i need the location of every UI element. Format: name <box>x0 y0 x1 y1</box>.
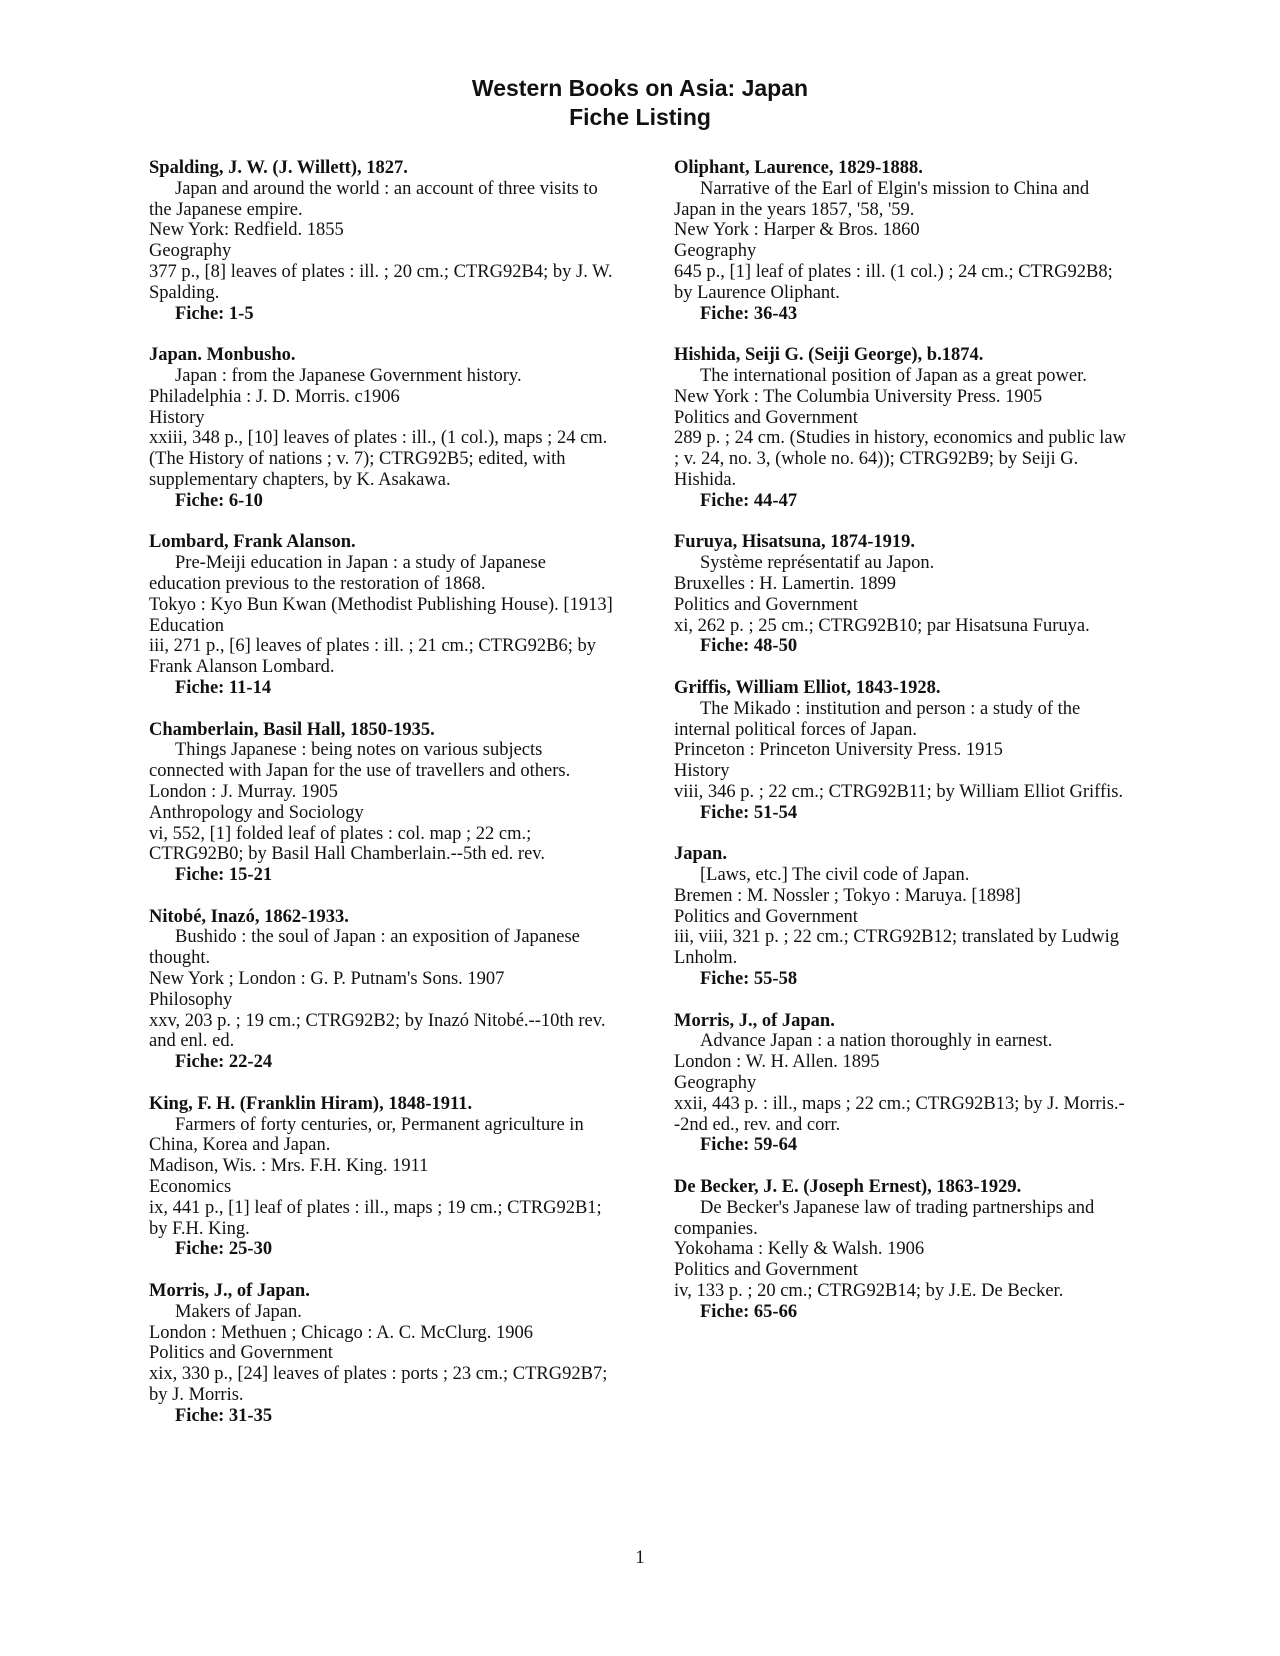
entry-description: xxiii, 348 p., [10] leaves of plates : ill., (1 col.), maps ; 24 cm. (The History of nations ; v. 7); CTRG92B5; edited, with supplementary chapters, by K. Asakawa. <box>149 428 608 490</box>
entry-heading: Furuya, Hisatsuna, 1874-1919. <box>674 532 916 553</box>
entry-subject: Education <box>149 615 225 636</box>
catalog-entry <box>149 1094 619 1260</box>
entry-title: [Laws, etc.] The civil code of Japan. <box>700 865 970 886</box>
entry-description: 289 p. ; 24 cm. (Studies in history, economics and public law ; v. 24, no. 3, (whole no. 64)); CTRG92B9; by Seiji G. Hishida. <box>674 428 1126 490</box>
entry-title: Advance Japan : a nation thoroughly in earnest. <box>700 1031 1053 1052</box>
entry-title: The international position of Japan as a great power. <box>700 365 1087 386</box>
entry-subject: Geography <box>674 241 757 262</box>
catalog-entry <box>149 532 619 698</box>
title-line-2: Fiche Listing <box>569 104 711 130</box>
entry-publisher: Philadelphia : J. D. Morris. c1906 <box>149 386 400 407</box>
entry-title: Japan and around the world : an account of three visits to the Japanese empire. <box>149 178 598 220</box>
entry-subject: Economics <box>149 1177 232 1198</box>
entry-description: xix, 330 p., [24] leaves of plates : ports ; 23 cm.; CTRG92B7; by J. Morris. <box>149 1364 608 1406</box>
catalog-entry <box>674 1177 1134 1323</box>
catalog-entry <box>149 1281 619 1427</box>
catalog-entry <box>674 532 1134 657</box>
entry-fiche: Fiche: 44-47 <box>700 490 798 511</box>
entry-fiche: Fiche: 25-30 <box>175 1239 273 1260</box>
page-number: 1 <box>635 1548 645 1568</box>
entry-subject: Geography <box>149 241 232 262</box>
entry-title: Things Japanese : being notes on various subjects connected with Japan for the use of travellers and others. <box>149 740 571 782</box>
title-line-1: Western Books on Asia: Japan <box>471 75 809 101</box>
entry-heading: Nitobé, Inazó, 1862-1933. <box>149 906 349 927</box>
entry-heading: Griffis, William Elliot, 1843-1928. <box>674 677 941 698</box>
entry-heading: Lombard, Frank Alanson. <box>149 532 356 553</box>
entry-fiche: Fiche: 31-35 <box>175 1405 273 1426</box>
left-column <box>149 158 619 1447</box>
entry-publisher: London : J. Murray. 1905 <box>149 781 338 802</box>
catalog-entry <box>674 1011 1134 1157</box>
entry-description: xxii, 443 p. : ill., maps ; 22 cm.; CTRG92B13; by J. Morris.--2nd ed., rev. and corr. <box>674 1093 1125 1135</box>
entry-title: Japan : from the Japanese Government history. <box>175 365 522 386</box>
entry-subject: Philosophy <box>149 989 233 1010</box>
catalog-entry <box>149 907 619 1073</box>
entry-fiche: Fiche: 11-14 <box>175 677 272 698</box>
entry-subject: Politics and Government <box>674 594 858 615</box>
entry-fiche: Fiche: 51-54 <box>700 802 798 823</box>
entry-subject: Politics and Government <box>674 407 858 428</box>
catalog-entry <box>674 678 1134 824</box>
entry-fiche: Fiche: 65-66 <box>700 1301 798 1322</box>
entry-heading: King, F. H. (Franklin Hiram), 1848-1911. <box>149 1093 473 1114</box>
entry-description: ix, 441 p., [1] leaf of plates : ill., maps ; 19 cm.; CTRG92B1; by F.H. King. <box>149 1197 602 1239</box>
entry-description: vi, 552, [1] folded leaf of plates : col. map ; 22 cm.; CTRG92B0; by Basil Hall Chamberlain.--5th ed. rev. <box>149 823 545 865</box>
entry-publisher: New York : Harper & Bros. 1860 <box>674 220 920 241</box>
entry-subject: History <box>674 761 730 782</box>
entry-publisher: New York : The Columbia University Press. 1905 <box>674 386 1043 407</box>
document-title <box>0 74 1280 132</box>
entry-fiche: Fiche: 36-43 <box>700 303 798 324</box>
entry-title: The Mikado : institution and person : a study of the internal political forces of Japan. <box>674 698 1081 740</box>
catalog-entry <box>149 345 619 511</box>
entry-publisher: New York ; London : G. P. Putnam's Sons. 1907 <box>149 969 505 990</box>
entry-fiche: Fiche: 1-5 <box>175 303 254 324</box>
entry-description: iii, 271 p., [6] leaves of plates : ill. ; 21 cm.; CTRG92B6; by Frank Alanson Lombard. <box>149 636 597 678</box>
entry-description: 645 p., [1] leaf of plates : ill. (1 col.) ; 24 cm.; CTRG92B8; by Laurence Oliphant. <box>674 261 1113 303</box>
entry-heading: Morris, J., of Japan. <box>149 1281 310 1302</box>
catalog-entry <box>674 345 1134 511</box>
entry-fiche: Fiche: 15-21 <box>175 865 273 886</box>
entry-subject: Politics and Government <box>674 906 858 927</box>
entry-publisher: Madison, Wis. : Mrs. F.H. King. 1911 <box>149 1156 429 1177</box>
entry-description: iv, 133 p. ; 20 cm.; CTRG92B14; by J.E. De Becker. <box>674 1281 1064 1302</box>
entry-heading: Chamberlain, Basil Hall, 1850-1935. <box>149 719 435 740</box>
entry-subject: Geography <box>674 1073 757 1094</box>
entry-publisher: London : W. H. Allen. 1895 <box>674 1052 880 1073</box>
entry-heading: Spalding, J. W. (J. Willett), 1827. <box>149 158 408 178</box>
entry-title: De Becker's Japanese law of trading partnerships and companies. <box>674 1197 1095 1239</box>
entry-title: Bushido : the soul of Japan : an exposition of Japanese thought. <box>149 927 580 969</box>
right-column <box>674 158 1134 1343</box>
catalog-entry <box>674 844 1134 990</box>
entry-heading: De Becker, J. E. (Joseph Ernest), 1863-1929. <box>674 1177 1022 1198</box>
entry-title: Pre-Meiji education in Japan : a study of Japanese education previous to the restoration of 1868. <box>149 553 546 594</box>
entry-publisher: London : Methuen ; Chicago : A. C. McClurg. 1906 <box>149 1322 534 1343</box>
entry-publisher: Princeton : Princeton University Press. 1915 <box>674 740 1003 761</box>
entry-description: 377 p., [8] leaves of plates : ill. ; 20 cm.; CTRG92B4; by J. W. Spalding. <box>149 261 613 303</box>
entry-description: xi, 262 p. ; 25 cm.; CTRG92B10; par Hisatsuna Furuya. <box>674 615 1090 636</box>
entry-subject: History <box>149 407 205 428</box>
entry-fiche: Fiche: 22-24 <box>175 1052 273 1073</box>
entry-subject: Politics and Government <box>149 1343 333 1364</box>
entry-title: Système représentatif au Japon. <box>700 553 935 574</box>
entry-publisher: Bremen : M. Nossler ; Tokyo : Maruya. [1898] <box>674 885 1021 906</box>
entry-description: iii, viii, 321 p. ; 22 cm.; CTRG92B12; translated by Ludwig Lnholm. <box>674 927 1120 969</box>
entry-heading: Japan. Monbusho. <box>149 345 296 366</box>
entry-heading: Hishida, Seiji G. (Seiji George), b.1874. <box>674 345 984 366</box>
entry-fiche: Fiche: 59-64 <box>700 1135 798 1156</box>
entry-heading: Oliphant, Laurence, 1829-1888. <box>674 158 923 178</box>
entry-description: xxv, 203 p. ; 19 cm.; CTRG92B2; by Inazó Nitobé.--10th rev. and enl. ed. <box>149 1010 606 1052</box>
entry-subject: Politics and Government <box>674 1260 858 1281</box>
entry-description: viii, 346 p. ; 22 cm.; CTRG92B11; by William Elliot Griffis. <box>674 781 1124 802</box>
entry-publisher: New York: Redfield. 1855 <box>149 220 344 241</box>
entry-heading: Morris, J., of Japan. <box>674 1010 835 1031</box>
entry-fiche: Fiche: 55-58 <box>700 969 798 990</box>
entry-publisher: Yokohama : Kelly & Walsh. 1906 <box>674 1239 925 1260</box>
entry-heading: Japan. <box>674 844 727 865</box>
catalog-entry <box>149 158 619 324</box>
entry-fiche: Fiche: 6-10 <box>175 490 263 511</box>
entry-subject: Anthropology and Sociology <box>149 802 364 823</box>
entry-fiche: Fiche: 48-50 <box>700 636 798 657</box>
entry-title: Makers of Japan. <box>175 1301 302 1322</box>
entry-publisher: Tokyo : Kyo Bun Kwan (Methodist Publishing House). [1913] <box>149 594 613 615</box>
catalog-entry <box>674 158 1134 324</box>
entry-title: Farmers of forty centuries, or, Permanent agriculture in China, Korea and Japan. <box>149 1114 584 1156</box>
catalog-entry <box>149 720 619 886</box>
entry-publisher: Bruxelles : H. Lamertin. 1899 <box>674 573 896 594</box>
entry-title: Narrative of the Earl of Elgin's mission to China and Japan in the years 1857, '58, '59. <box>674 178 1090 220</box>
